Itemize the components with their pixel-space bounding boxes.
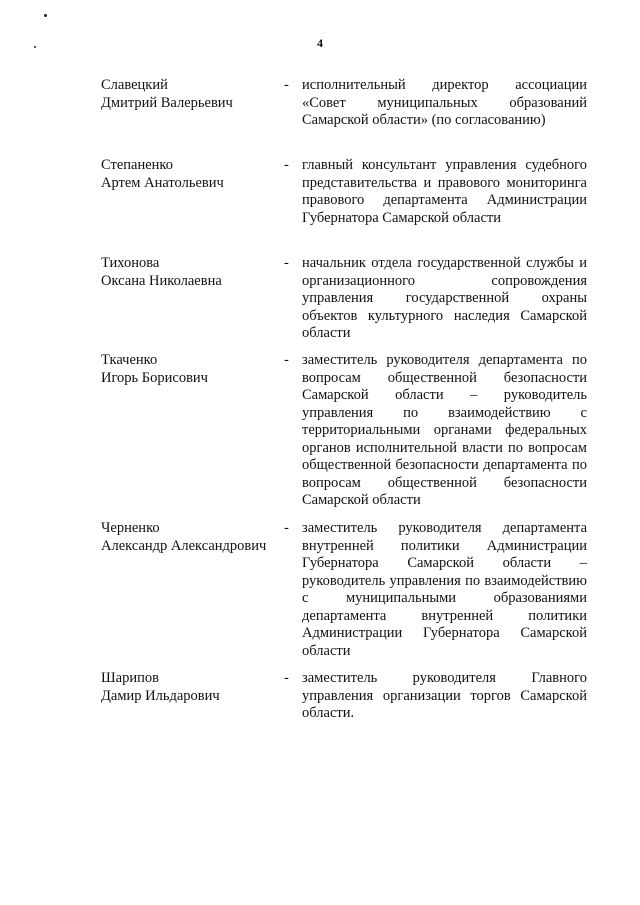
given-name: Оксана Николаевна bbox=[101, 272, 222, 289]
page-number: 4 bbox=[317, 36, 323, 50]
position-description: начальник отдела государственной службы и организационного сопровождения управления государственной охраны объектов культурного наследия Самарской области bbox=[302, 255, 587, 341]
given-name: Артем Анатольевич bbox=[101, 174, 224, 191]
surname: Ткаченко bbox=[101, 352, 158, 368]
position-description: заместитель руководителя департамента внутренней политики Администрации Губернатора Самарской области – руководитель управления по взаимодействию с муниципальными образованиями департамента внутренней политики Администрации Губернатора Самарской области bbox=[302, 520, 587, 659]
person-name bbox=[101, 352, 281, 387]
person-name bbox=[101, 670, 281, 705]
surname: Славецкий bbox=[101, 77, 168, 93]
dash-separator: - bbox=[284, 520, 289, 536]
scan-speck bbox=[44, 14, 47, 17]
surname: Тихонова bbox=[101, 255, 160, 271]
position-description: исполнительный директор ассоциации «Совет муниципальных образований Самарской области» (по согласованию) bbox=[302, 77, 587, 128]
person-name bbox=[101, 157, 281, 192]
dash-separator: - bbox=[284, 352, 289, 368]
dash-separator: - bbox=[284, 157, 289, 173]
given-name: Дмитрий Валерьевич bbox=[101, 94, 233, 111]
dash-separator: - bbox=[284, 670, 289, 686]
surname: Степаненко bbox=[101, 157, 173, 173]
surname: Шарипов bbox=[101, 670, 159, 686]
position-description: заместитель руководителя департамента по вопросам общественной безопасности Самарской области – руководитель управления по взаимодействию с территориальными органами федеральных органов исполнительной власти по вопросам общественной безопасности департамента по вопросам общественной безопасности Самарской области bbox=[302, 352, 587, 508]
person-name bbox=[101, 520, 281, 555]
given-name: Александр Александрович bbox=[101, 537, 267, 554]
dash-separator: - bbox=[284, 255, 289, 271]
person-name bbox=[101, 77, 281, 112]
surname: Черненко bbox=[101, 520, 160, 536]
dash-separator: - bbox=[284, 77, 289, 93]
person-name bbox=[101, 255, 281, 290]
given-name: Дамир Ильдарович bbox=[101, 687, 220, 704]
position-description: заместитель руководителя Главного управления организации торгов Самарской области. bbox=[302, 670, 587, 721]
position-description: главный консультант управления судебного представительства и правового мониторинга правового департамента Администрации Губернатора Самарской области bbox=[302, 157, 587, 226]
given-name: Игорь Борисович bbox=[101, 369, 208, 386]
